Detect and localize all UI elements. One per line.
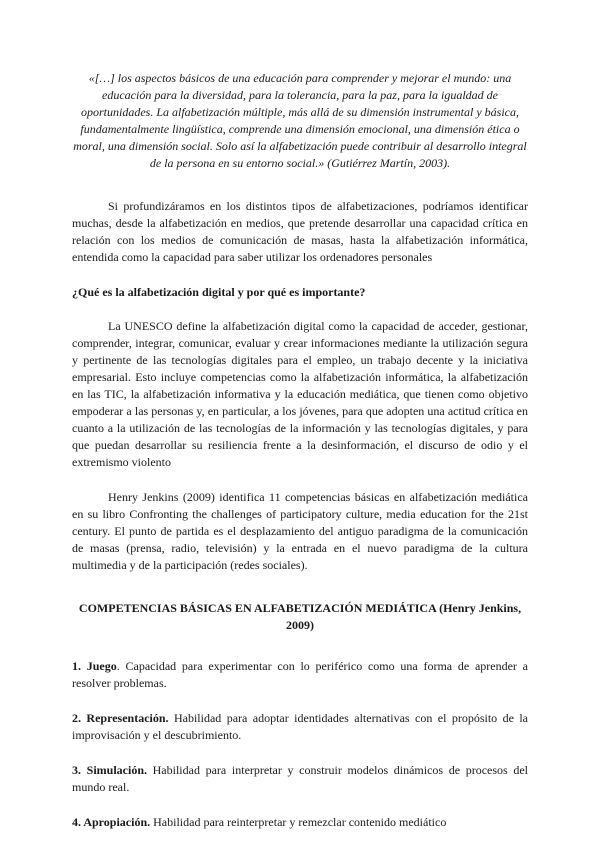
section-heading-alfabetizacion-digital: ¿Qué es la alfabetización digital y por qué es importante?	[72, 285, 366, 299]
competency-item	[72, 710, 528, 744]
competency-description: . Capacidad para experimentar con lo periférico como una forma de aprender a resolver problemas.	[72, 659, 528, 690]
paragraph-unesco: La UNESCO define la alfabetización digital como la capacidad de acceder, gestionar, comprender, integrar, comunicar, evaluar y crear informaciones mediante la utilización segura y pertinente de las tecnologías digitales para el empleo, un trabajo decente y la iniciativa empresarial. Esto incluye competencias como la alfabetización informática, la alfabetización en las TIC, la alfabetización informativa y la educación mediática, que tienen como objetivo empoderar a las personas y, en particular, a los jóvenes, para que adopten una actitud crítica en cuanto a la utilización de las tecnologías de la información y las tecnologías digitales, y para que puedan desarrollar su resiliencia frente a la desinformación, el discurso de odio y el extremismo violento	[72, 319, 528, 469]
competency-description: Habilidad para interpretar y construir modelos dinámicos de procesos del mundo real.	[72, 763, 528, 794]
competency-description: Habilidad para reinterpretar y remezclar contenido mediático	[150, 815, 447, 829]
competency-term: 3. Simulación.	[72, 763, 147, 777]
paragraph-alfabetizaciones: Si profundizáramos en los distintos tipos de alfabetizaciones, podríamos identificar muchas, desde la alfabetización en medios, que pretende desarrollar una capacidad crítica en relación con los medios de comunicación de masas, hasta la alfabetización informática, entendida como la capacidad para saber utilizar los ordenadores personales	[72, 199, 528, 264]
competency-description: Habilidad para adoptar identidades alternativas con el propósito de la improvisación y el descubrimiento.	[72, 711, 528, 742]
paragraph-jenkins: Henry Jenkins (2009) identifica 11 competencias básicas en alfabetización mediática en su libro Confronting the challenges of participatory culture, media education for the 21st century. El punto de partida es el desplazamiento del antiguo paradigma de la comunicación de masas (prensa, radio, televisión) y la entrada en el nuevo paradigma de la cultura multimedia y de la participación (redes sociales).	[72, 490, 528, 572]
block-quote: «[…] los aspectos básicos de una educación para comprender y mejorar el mundo: una educación para la diversidad, para la tolerancia, para la paz, para la igualdad de oportunidades. La alfabetización múltiple, más allá de su dimensión instrumental y básica, fundamentalmente lingüística, comprende una dimensión emocional, una dimensión ética o moral, una dimensión social. Solo así la alfabetización puede contribuir al desarrollo integral de la persona en su entorno social.» (Gutiérrez Martín, 2003).	[73, 71, 527, 170]
competency-term: 1. Juego	[72, 659, 117, 673]
competency-item	[72, 814, 528, 831]
competency-item	[72, 658, 528, 692]
section-heading-competencias: COMPETENCIAS BÁSICAS EN ALFABETIZACIÓN MEDIÁTICA (Henry Jenkins, 2009)	[78, 601, 522, 632]
competency-term: 2. Representación.	[72, 711, 169, 725]
competency-term: 4. Apropiación.	[72, 815, 151, 829]
competency-item	[72, 762, 528, 796]
